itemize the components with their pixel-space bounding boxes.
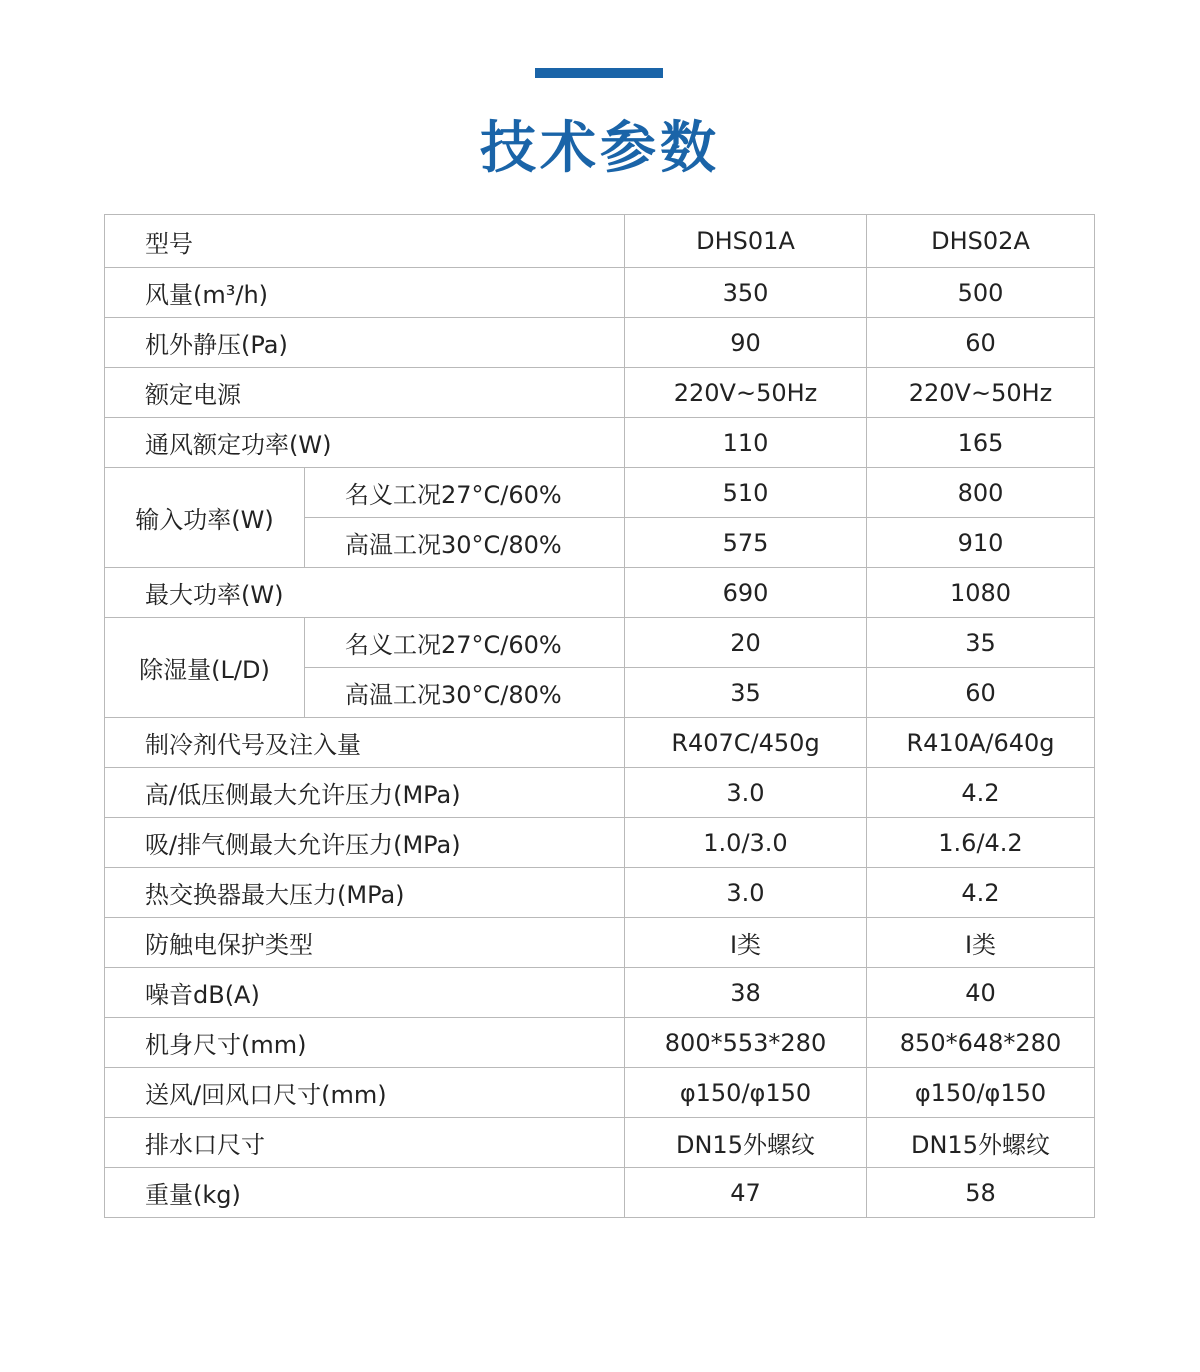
row-label-cell: 噪音dB(A) xyxy=(105,968,625,1018)
value-cell-dhs01a: 510 xyxy=(625,468,867,518)
table-row xyxy=(105,1118,1095,1168)
table-row xyxy=(105,1168,1095,1218)
row-label-cell: 送风/回风口尺寸(mm) xyxy=(105,1068,625,1118)
value-cell-dhs01a: DN15外螺纹 xyxy=(625,1118,867,1168)
row-label-cell: 机身尺寸(mm) xyxy=(105,1018,625,1068)
row-label-cell: 排水口尺寸 xyxy=(105,1118,625,1168)
group-label-cell: 除湿量(L/D) xyxy=(105,618,305,718)
value-cell-dhs02a: 35 xyxy=(867,618,1095,668)
table-row xyxy=(105,618,1095,668)
spec-table xyxy=(104,214,1095,1218)
value-cell-dhs01a: 90 xyxy=(625,318,867,368)
value-cell-dhs01a: 3.0 xyxy=(625,868,867,918)
header-model-cell: DHS02A xyxy=(867,215,1095,268)
value-cell-dhs02a: DN15外螺纹 xyxy=(867,1118,1095,1168)
value-cell-dhs02a: φ150/φ150 xyxy=(867,1068,1095,1118)
value-cell-dhs02a: 220V~50Hz xyxy=(867,368,1095,418)
value-cell-dhs02a: 60 xyxy=(867,668,1095,718)
row-label-cell: 防触电保护类型 xyxy=(105,918,625,968)
value-cell-dhs01a: 3.0 xyxy=(625,768,867,818)
value-cell-dhs01a: 38 xyxy=(625,968,867,1018)
table-row xyxy=(105,368,1095,418)
value-cell-dhs01a: 575 xyxy=(625,518,867,568)
table-row xyxy=(105,1068,1095,1118)
value-cell-dhs01a: 800*553*280 xyxy=(625,1018,867,1068)
value-cell-dhs01a: 690 xyxy=(625,568,867,618)
value-cell-dhs02a: 4.2 xyxy=(867,768,1095,818)
table-row xyxy=(105,468,1095,518)
table-row xyxy=(105,1018,1095,1068)
value-cell-dhs02a: I类 xyxy=(867,918,1095,968)
row-label-cell: 通风额定功率(W) xyxy=(105,418,625,468)
value-cell-dhs02a: 800 xyxy=(867,468,1095,518)
value-cell-dhs01a: R407C/450g xyxy=(625,718,867,768)
value-cell-dhs02a: 500 xyxy=(867,268,1095,318)
value-cell-dhs02a: 850*648*280 xyxy=(867,1018,1095,1068)
title-accent-bar xyxy=(535,68,663,78)
table-row xyxy=(105,268,1095,318)
table-row xyxy=(105,718,1095,768)
row-label-cell: 重量(kg) xyxy=(105,1168,625,1218)
table-row xyxy=(105,918,1095,968)
row-label-cell: 制冷剂代号及注入量 xyxy=(105,718,625,768)
value-cell-dhs02a: 1080 xyxy=(867,568,1095,618)
table-row xyxy=(105,418,1095,468)
value-cell-dhs01a: 350 xyxy=(625,268,867,318)
value-cell-dhs02a: 910 xyxy=(867,518,1095,568)
value-cell-dhs02a: 60 xyxy=(867,318,1095,368)
row-label-cell: 吸/排气侧最大允许压力(MPa) xyxy=(105,818,625,868)
value-cell-dhs02a: 58 xyxy=(867,1168,1095,1218)
row-label-cell: 高/低压侧最大允许压力(MPa) xyxy=(105,768,625,818)
row-label-cell: 风量(m³/h) xyxy=(105,268,625,318)
group-label-cell: 输入功率(W) xyxy=(105,468,305,568)
condition-label-cell: 高温工况30°C/80% xyxy=(305,518,625,568)
value-cell-dhs01a: 47 xyxy=(625,1168,867,1218)
value-cell-dhs02a: 4.2 xyxy=(867,868,1095,918)
row-label-cell: 最大功率(W) xyxy=(105,568,625,618)
value-cell-dhs01a: 220V~50Hz xyxy=(625,368,867,418)
value-cell-dhs01a: 35 xyxy=(625,668,867,718)
value-cell-dhs01a: 1.0/3.0 xyxy=(625,818,867,868)
condition-label-cell: 名义工况27°C/60% xyxy=(305,618,625,668)
table-row xyxy=(105,318,1095,368)
table-row xyxy=(105,818,1095,868)
value-cell-dhs01a: 110 xyxy=(625,418,867,468)
table-row xyxy=(105,868,1095,918)
row-label-cell: 热交换器最大压力(MPa) xyxy=(105,868,625,918)
value-cell-dhs02a: 1.6/4.2 xyxy=(867,818,1095,868)
value-cell-dhs02a: 165 xyxy=(867,418,1095,468)
page-title: 技术参数 xyxy=(480,115,720,181)
value-cell-dhs02a: 40 xyxy=(867,968,1095,1018)
table-row xyxy=(105,968,1095,1018)
value-cell-dhs01a: φ150/φ150 xyxy=(625,1068,867,1118)
value-cell-dhs01a: I类 xyxy=(625,918,867,968)
row-label-cell: 机外静压(Pa) xyxy=(105,318,625,368)
value-cell-dhs02a: R410A/640g xyxy=(867,718,1095,768)
value-cell-dhs01a: 20 xyxy=(625,618,867,668)
condition-label-cell: 高温工况30°C/80% xyxy=(305,668,625,718)
header-label-cell: 型号 xyxy=(105,215,625,268)
table-row xyxy=(105,768,1095,818)
table-header-row xyxy=(105,215,1095,268)
header-model-cell: DHS01A xyxy=(625,215,867,268)
condition-label-cell: 名义工况27°C/60% xyxy=(305,468,625,518)
row-label-cell: 额定电源 xyxy=(105,368,625,418)
table-row xyxy=(105,568,1095,618)
